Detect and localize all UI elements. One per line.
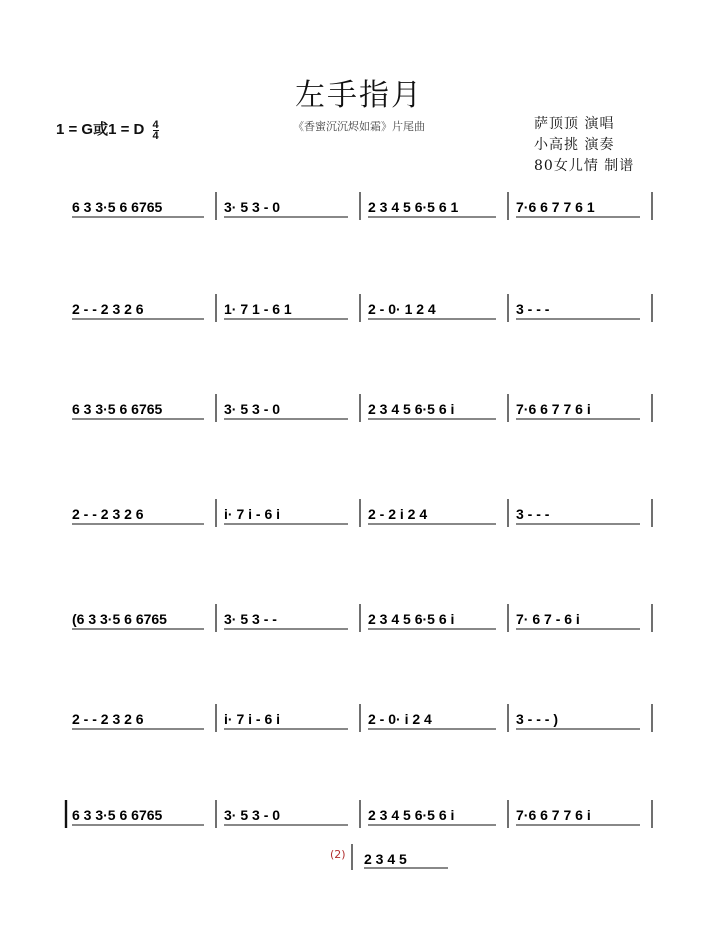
staff-row bbox=[0, 495, 718, 535]
measure-notes: 7·6 6 7 7 6 i bbox=[516, 401, 591, 417]
time-signature-top: 4 bbox=[152, 118, 159, 131]
measure-notes: 3 - - - ) bbox=[516, 711, 558, 727]
volta-label: (2) bbox=[330, 848, 346, 861]
key-signature bbox=[56, 118, 159, 141]
staff-row bbox=[0, 796, 718, 836]
staff-row-svg bbox=[0, 495, 718, 535]
measure-notes: 6 3 3·5 6 6765 bbox=[72, 807, 163, 823]
credit-performer: 小高挑 演奏 bbox=[534, 137, 615, 153]
measure-notes: 2 - 2 i 2 4 bbox=[368, 506, 428, 522]
credit-transcriber: 80女儿情 制谱 bbox=[534, 158, 635, 174]
measure-notes: 2 - 0· i 2 4 bbox=[368, 711, 432, 727]
time-signature bbox=[153, 120, 159, 141]
key-text: 1 = G或1 = D bbox=[56, 121, 145, 138]
credits bbox=[534, 114, 634, 177]
measure-notes: 3· 5 3 - - bbox=[224, 611, 277, 627]
measure-notes: 2 - - 2 3 2 6 bbox=[72, 506, 144, 522]
measure-notes: 3· 5 3 - 0 bbox=[224, 807, 281, 823]
measure-notes: (6 3 3·5 6 6765 bbox=[72, 611, 167, 627]
measure-notes: 3 - - - bbox=[516, 506, 550, 522]
tail-measure bbox=[350, 840, 470, 878]
measure-notes: i· 7 i - 6 i bbox=[224, 711, 281, 727]
tail-notes: 2 3 4 5 bbox=[364, 851, 407, 867]
measure-notes: 3 - - - bbox=[516, 301, 550, 317]
measure-notes: 7·6 6 7 7 6 i bbox=[516, 807, 591, 823]
measure-notes: 3· 5 3 - 0 bbox=[224, 401, 281, 417]
staff-row-svg bbox=[0, 600, 718, 640]
measure-notes: 2 - - 2 3 2 6 bbox=[72, 301, 144, 317]
measure-notes: 6 3 3·5 6 6765 bbox=[72, 401, 163, 417]
staff-row-svg bbox=[0, 290, 718, 330]
staff-row bbox=[0, 600, 718, 640]
staff-row bbox=[0, 188, 718, 228]
measure-notes: 2 - - 2 3 2 6 bbox=[72, 711, 144, 727]
measure-notes: 3· 5 3 - 0 bbox=[224, 199, 281, 215]
staff-row bbox=[0, 700, 718, 740]
staff-row-svg bbox=[0, 700, 718, 740]
measure-notes: 2 3 4 5 6·5 6 i bbox=[368, 807, 455, 823]
staff-row-svg bbox=[0, 188, 718, 228]
staff-row-svg bbox=[0, 390, 718, 430]
measure-notes: 2 3 4 5 6·5 6 i bbox=[368, 611, 455, 627]
staff-row-svg bbox=[0, 796, 718, 836]
measure-notes: i· 7 i - 6 i bbox=[224, 506, 281, 522]
measure-notes: 1· 7 1 - 6 1 bbox=[224, 301, 292, 317]
measure-notes: 2 - 0· 1 2 4 bbox=[368, 301, 436, 317]
tail-measure-svg bbox=[350, 840, 470, 874]
measure-notes: 7· 6 7 - 6 i bbox=[516, 611, 580, 627]
song-subtitle: 《香蜜沉沉烬如霜》片尾曲 bbox=[293, 120, 425, 133]
credit-singer: 萨顶顶 演唱 bbox=[534, 116, 615, 132]
measure-notes: 2 3 4 5 6·5 6 i bbox=[368, 401, 455, 417]
measure-notes: 2 3 4 5 6·5 6 1 bbox=[368, 199, 459, 215]
staff-row bbox=[0, 290, 718, 330]
measure-notes: 6 3 3·5 6 6765 bbox=[72, 199, 163, 215]
measure-notes: 7·6 6 7 7 6 1 bbox=[516, 199, 595, 215]
song-title: 左手指月 bbox=[295, 78, 423, 113]
time-signature-bottom: 4 bbox=[152, 129, 159, 142]
staff-row bbox=[0, 390, 718, 430]
